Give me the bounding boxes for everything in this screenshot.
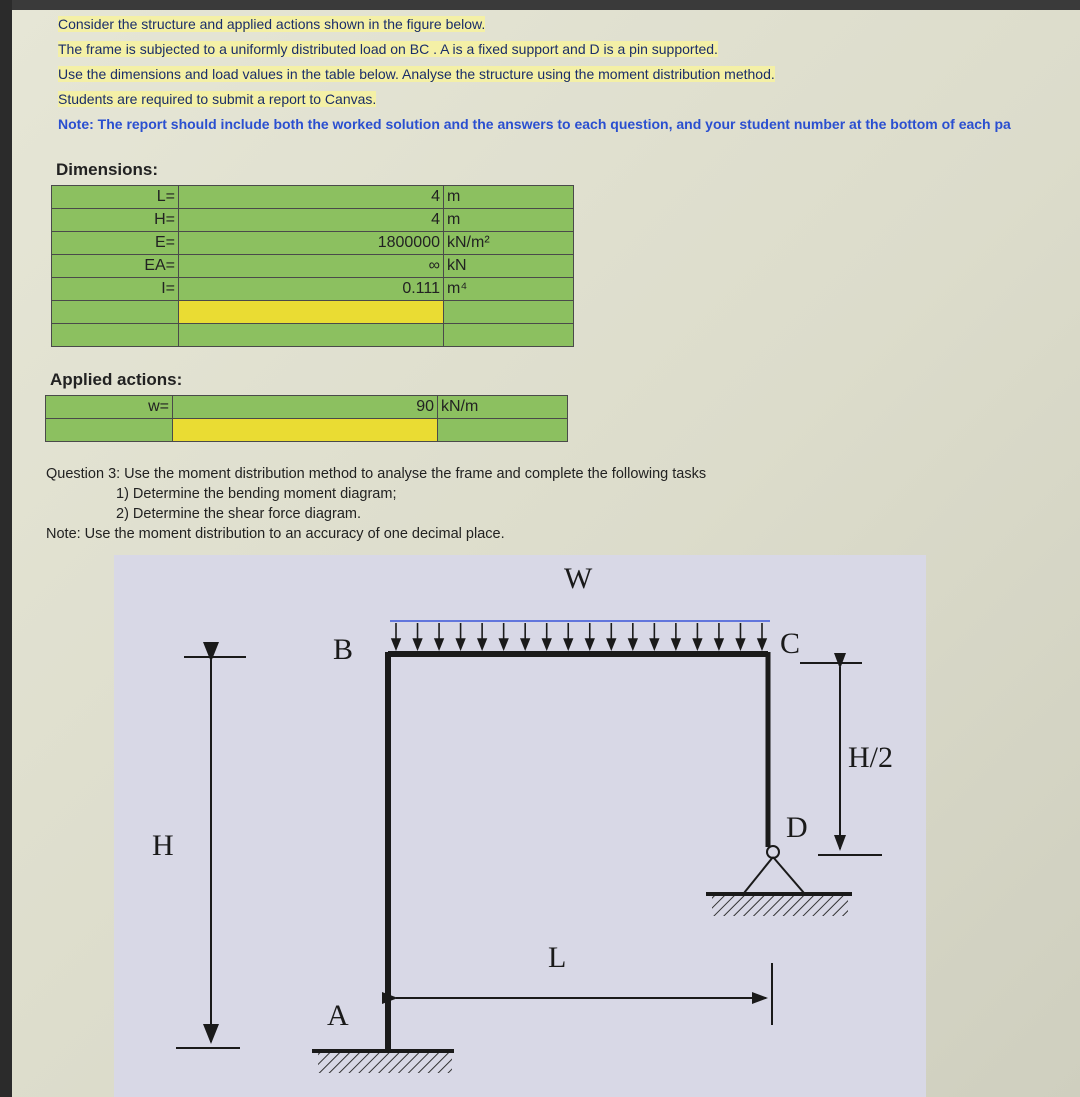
load-arrow-head <box>736 639 744 649</box>
dim-value: 1800000 <box>179 232 444 255</box>
load-arrow-head <box>500 639 508 649</box>
task-2: 2) Determine the shear force diagram. <box>116 506 361 522</box>
load-value: 90 <box>173 396 438 419</box>
distributed-load <box>390 621 770 649</box>
intro-line-2: The frame is subjected to a uniformly distributed load on BC . A is a fixed support and D is a pin supported. <box>58 41 718 57</box>
task-1: 1) Determine the bending moment diagram; <box>116 486 397 502</box>
load-arrow-head <box>758 639 766 649</box>
load-arrow-head <box>629 639 637 649</box>
label-a: A <box>327 999 349 1032</box>
dim-label: I= <box>52 278 179 301</box>
load-arrow-head <box>392 639 400 649</box>
window-top-bar <box>0 0 1080 10</box>
dimension-l <box>396 963 772 1025</box>
question-block <box>46 464 706 544</box>
label-w: W <box>564 562 593 595</box>
table-row-empty <box>52 301 574 324</box>
dim-value: 0.111 <box>179 278 444 301</box>
label-h2: H/2 <box>848 741 893 774</box>
empty-highlight-cell <box>179 301 444 324</box>
load-arrow-head <box>672 639 680 649</box>
applied-title: Applied actions: <box>50 370 183 389</box>
table-row <box>52 232 574 255</box>
frame-diagram <box>114 555 926 1097</box>
empty-cell <box>179 324 444 347</box>
label-c: C <box>780 627 801 660</box>
dim-label: EA= <box>52 255 179 278</box>
intro-text <box>58 12 1011 137</box>
frame-members <box>388 652 768 1049</box>
question-title: Question 3: Use the moment distribution method to analyse the frame and complete the following tasks <box>46 466 707 482</box>
dim-unit: kN/m² <box>444 232 574 255</box>
table-row <box>52 278 574 301</box>
label-l: L <box>548 941 567 974</box>
dim-unit: m <box>444 209 574 232</box>
dimensions-title: Dimensions: <box>56 160 159 179</box>
empty-cell <box>52 324 179 347</box>
load-arrow-head <box>457 639 465 649</box>
intro-line-1: Consider the structure and applied actions shown in the figure below. <box>58 16 486 32</box>
dim-value: 4 <box>179 209 444 232</box>
dim-unit: m⁴ <box>444 278 574 301</box>
load-arrow-head <box>543 639 551 649</box>
load-arrow-head <box>715 639 723 649</box>
pin-support-d <box>706 846 852 916</box>
load-arrow-head <box>650 639 658 649</box>
dim-value: 4 <box>179 186 444 209</box>
table-row-empty <box>46 419 568 442</box>
load-arrow-head <box>435 639 443 649</box>
label-b: B <box>333 633 354 666</box>
empty-cell <box>438 419 568 442</box>
load-label: w= <box>46 396 173 419</box>
dimension-h <box>176 657 246 1048</box>
label-h: H <box>152 829 174 862</box>
load-unit: kN/m <box>438 396 568 419</box>
dim-unit: m <box>444 186 574 209</box>
load-arrow-head <box>414 639 422 649</box>
dim-value: ∞ <box>179 255 444 278</box>
dim-unit: kN <box>444 255 574 278</box>
dimensions-table <box>51 185 574 347</box>
empty-cell <box>52 301 179 324</box>
table-row <box>52 209 574 232</box>
dim-label: H= <box>52 209 179 232</box>
intro-line-4: Students are required to submit a report to Canvas. <box>58 91 377 107</box>
dim-label: L= <box>52 186 179 209</box>
load-arrow-head <box>478 639 486 649</box>
table-row-empty <box>52 324 574 347</box>
label-d: D <box>786 811 808 844</box>
table-row <box>52 186 574 209</box>
load-arrow-head <box>564 639 572 649</box>
load-arrow-head <box>521 639 529 649</box>
intro-note: Note: The report should include both the worked solution and the answers to each question, and your student number at the bottom of each pa <box>58 116 1011 132</box>
load-arrow-head <box>586 639 594 649</box>
question-note: Note: Use the moment distribution to an accuracy of one decimal place. <box>46 526 505 542</box>
fixed-support-a <box>312 1051 454 1073</box>
frame-figure <box>114 555 926 1097</box>
load-arrow-head <box>693 639 701 649</box>
table-row <box>46 396 568 419</box>
empty-cell <box>444 324 574 347</box>
empty-cell <box>444 301 574 324</box>
load-arrow-head <box>607 639 615 649</box>
empty-cell <box>46 419 173 442</box>
dim-label: E= <box>52 232 179 255</box>
applied-table <box>45 395 568 442</box>
empty-highlight-cell <box>173 419 438 442</box>
table-row <box>52 255 574 278</box>
intro-line-3: Use the dimensions and load values in the table below. Analyse the structure using the moment distribution method. <box>58 66 775 82</box>
window-left-bar <box>0 0 12 1097</box>
